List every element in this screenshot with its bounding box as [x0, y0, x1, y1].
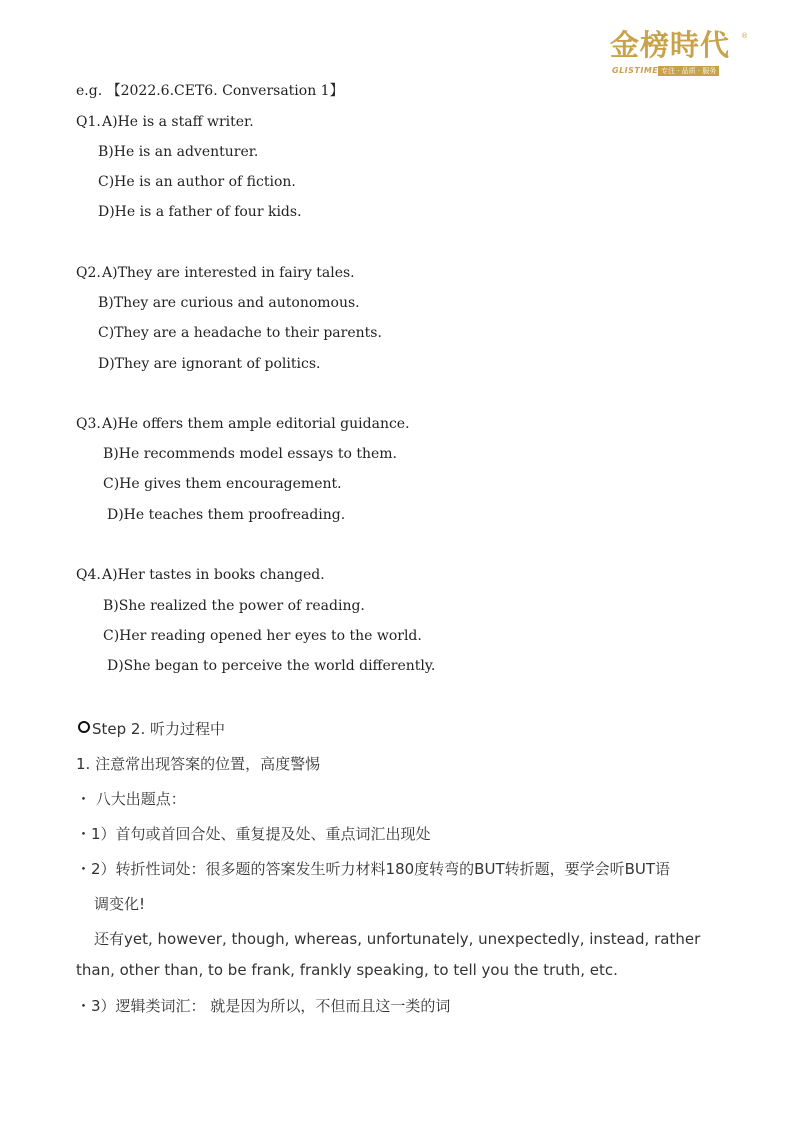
circle-bullet-icon — [78, 721, 90, 733]
bullet-item-2-continued: 调变化! — [94, 895, 146, 913]
question-number: Q4. — [76, 567, 101, 583]
bullet-item-2: ・2）转折性词处：很多题的答案发生听力材料180度转弯的BUT转折题，要学会听BUT语 — [76, 860, 671, 878]
answer-option: D)He teaches them proofreading. — [107, 507, 346, 523]
answer-option: C)He is an author of fiction. — [98, 174, 296, 190]
answer-option: B)She realized the power of reading. — [103, 598, 365, 614]
bullet-item-1: ・1）首句或首回合处、重复提及处、重点词汇出现处 — [76, 825, 431, 843]
transition-words-line-1: 还有yet, however, though, whereas, unfortunately, unexpectedly, instead, rather — [94, 930, 701, 948]
answer-option: C)Her reading opened her eyes to the world. — [103, 628, 422, 644]
question-number: Q2. — [76, 265, 101, 281]
example-header: e.g. 【2022.6.CET6. Conversation 1】 — [76, 83, 344, 99]
answer-option: D)She began to perceive the world differently. — [107, 658, 436, 674]
answer-option: A)Her tastes in books changed. — [102, 567, 325, 583]
question-number: Q1. — [76, 114, 101, 130]
logo-registered-mark: ® — [741, 32, 748, 40]
answer-option: A)He offers them ample editorial guidance. — [102, 416, 410, 432]
company-logo — [610, 28, 750, 80]
answer-option: C)They are a headache to their parents. — [98, 325, 382, 341]
transition-words-line-2: than, other than, to be frank, frankly speaking, to tell you the truth, etc. — [76, 961, 618, 979]
logo-brand-name: GLISTIME — [612, 66, 659, 75]
answer-option: A)They are interested in fairy tales. — [102, 265, 355, 281]
answer-option: B)He is an adventurer. — [98, 144, 259, 160]
bullet-item-3: ・3）逻辑类词汇： 就是因为所以，不但而且这一类的词 — [76, 997, 451, 1015]
point-1: 1. 注意常出现答案的位置，高度警惕 — [76, 755, 321, 773]
answer-option: D)They are ignorant of politics. — [98, 356, 321, 372]
answer-option: B)He recommends model essays to them. — [103, 446, 397, 462]
logo-tagline: 专注 · 品质 · 服务 — [658, 66, 719, 76]
question-number: Q3. — [76, 416, 101, 432]
answer-option: B)They are curious and autonomous. — [98, 295, 360, 311]
logo-wordmark: 金榜時代 — [610, 28, 731, 62]
answer-option: D)He is a father of four kids. — [98, 204, 302, 220]
answer-option: A)He is a staff writer. — [102, 114, 254, 130]
step2-heading: Step 2. 听力过程中 — [92, 720, 226, 738]
bullet-eight-points: ・ 八大出题点： — [76, 790, 186, 808]
answer-option: C)He gives them encouragement. — [103, 476, 342, 492]
